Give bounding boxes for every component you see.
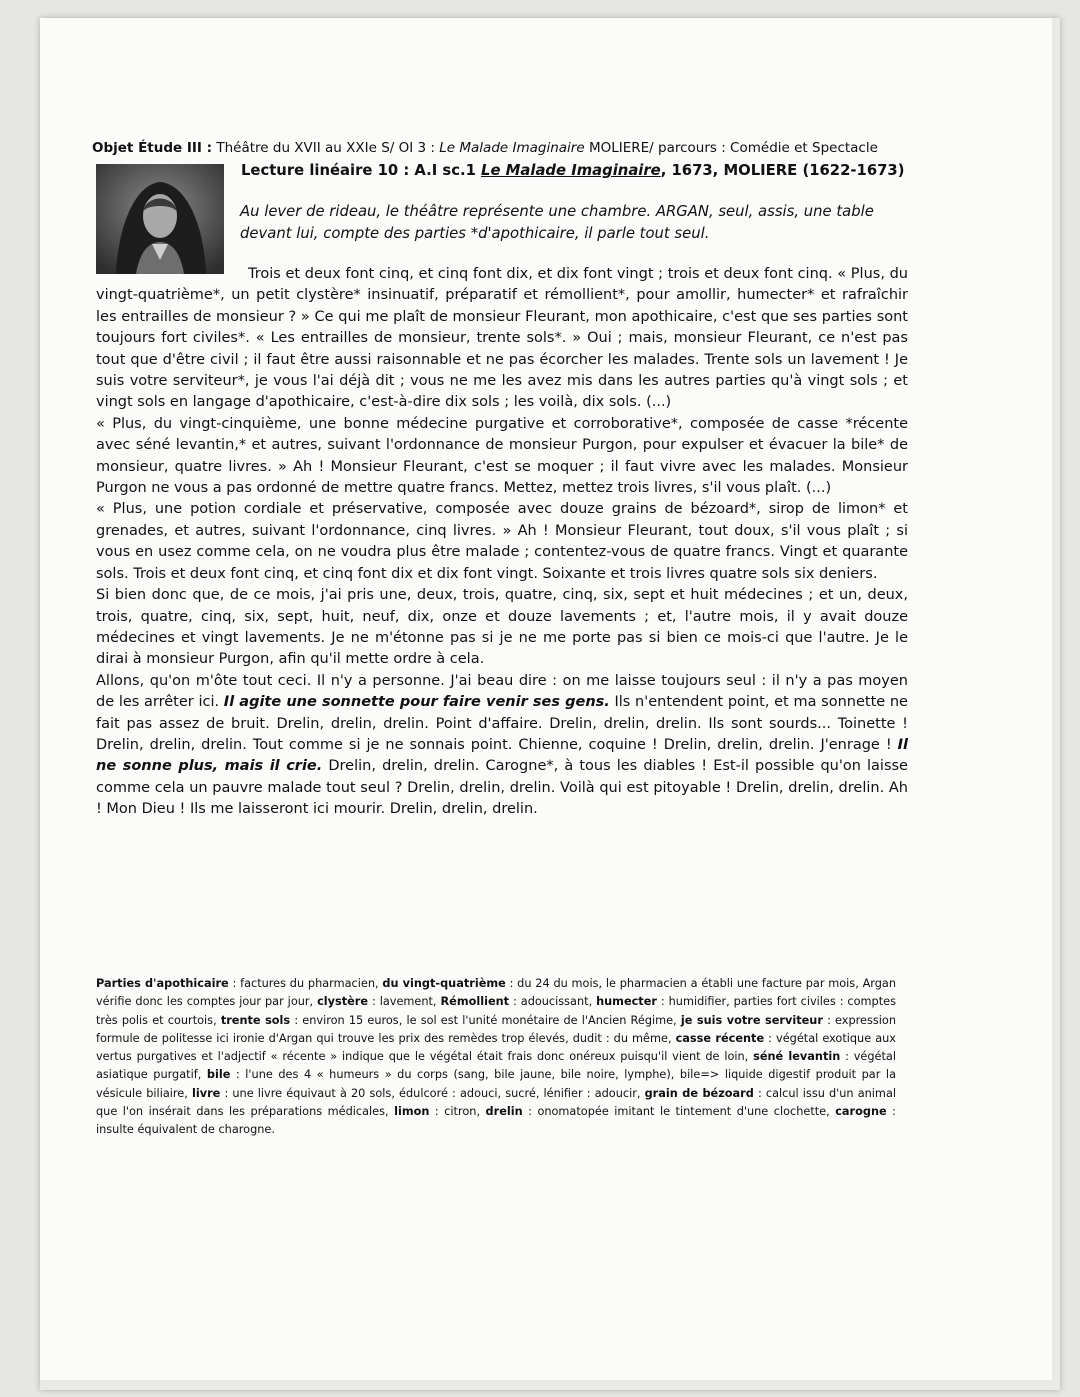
last-part-2: Ils n'entendent point, et ma sonnette ne fait pas assez de bruit. Drelin, drelin, drelin. Point d'affaire. Drelin, drelin, drelin. Ils sont sourds... Toinette ! Drelin, drelin, drelin. Tout comme si je ne sonnais point. Chienne, coquine ! Drelin, drelin, drelin. J'enrage !: [96, 694, 908, 753]
glossary-def: : factures du pharmacien,: [228, 977, 383, 990]
moliere-portrait-image: [96, 164, 224, 274]
glossary-def: : végétal asiatique purgatif,: [96, 1050, 896, 1082]
last-part-3: Drelin, drelin, drelin. Carogne*, à tous les diables ! Est-il possible qu'on laisse comme cela un pauvre malade tout seul ? Drelin, drelin, drelin. Voilà qui est pitoyable ! Drelin, drelin, drelin. Ah ! Mon Dieu ! Ils me laisseront ici mourir. Drelin, drelin, drelin.: [96, 758, 908, 818]
header-text: Théâtre du XVII au XXIe S/ OI 3 :: [212, 140, 440, 156]
header-title: Le Malade Imaginaire: [439, 140, 585, 156]
glossary-term: du vingt-quatrième: [382, 977, 506, 990]
paper-edge-bottom: [40, 1380, 1060, 1390]
glossary-def: : calcul issu d'un animal que l'on insérait dans les préparations médicales,: [96, 1086, 896, 1119]
document-header: [92, 140, 892, 156]
monologue-paragraph: Si bien donc que, de ce mois, j'ai pris une, deux, trois, quatre, cinq, six, sept et huit médecines ; et un, deux, trois, quatre, cinq, six, sept, huit, neuf, dix, onze et douze lavements ; et, l'autre mois, il y avait douze médecines et vingt lavements. Je ne m'étonne pas si je ne me porte pas si bien ce mois-ci que l'autre. Je le dirai à monsieur Purgon, afin qu'il mette ordre à cela.: [96, 587, 908, 668]
glossary-term: casse récente: [675, 1031, 765, 1045]
lecture-label: Lecture linéaire 10 : A.I sc.1: [241, 162, 482, 179]
last-part-1: Allons, qu'on m'ôte tout ceci. Il n'y a personne. J'ai beau dire : on me laisse toujours seul : il n'y a pas moyen de les arrêter ici.: [96, 672, 908, 711]
glossary-term: Rémollient: [440, 995, 510, 1009]
lecture-play-title: Le Malade Imaginaire: [481, 162, 661, 179]
stage-direction-intro: Au lever de rideau, le théâtre représente une chambre. ARGAN, seul, assis, une table devant lui, compte des parties *d'apothicaire, il parle tout seul.: [240, 203, 874, 242]
glossary-term: séné levantin: [753, 1050, 841, 1064]
glossary-term: clystère: [317, 995, 369, 1009]
paper-edge-right: [1052, 18, 1060, 1390]
stage-direction-bell: Il agite une sonnette pour faire venir ses gens.: [223, 694, 610, 711]
monologue-paragraph: « Plus, une potion cordiale et préservative, composée avec douze grains de bézoard*, sirop de limon* et grenades, et autres, suivant l'ordonnance, cinq livres. » Ah ! Monsieur Fleurant, tout doux, s'il vous plaît ; si vous en usez comme cela, on ne voudra plus être malade ; contentez-vous de quatre francs. Vingt et quarante sols. Trois et deux font cinq, et cinq font dix et dix font vingt. Soixante et trois livres quatre sols six deniers.: [96, 501, 908, 582]
glossary-term: limon: [394, 1105, 430, 1119]
glossary-def: : l'une des 4 « humeurs » du corps (sang, bile jaune, bile noire, lymphe), bile=> liquide digestif produit par la vésicule biliaire,: [96, 1068, 896, 1100]
glossary: [96, 975, 896, 1140]
glossary-def: : environ 15 euros, le sol est l'unité monétaire de l'Ancien Régime,: [290, 1013, 681, 1027]
glossary-def: : adoucissant,: [509, 995, 597, 1009]
glossary-def: : citron,: [429, 1105, 486, 1119]
glossary-term: je suis votre serviteur: [680, 1013, 823, 1027]
glossary-def: : humidifier, parties fort civiles : comptes très polis et courtois,: [96, 995, 896, 1027]
monologue-paragraph-last: [96, 671, 908, 821]
lecture-title: [241, 162, 941, 179]
glossary-def: : une livre équivaut à 20 sols, édulcoré : adouci, sucré, lénifier : adoucir,: [220, 1086, 645, 1100]
monologue-paragraph: « Plus, du vingt-cinquième, une bonne médecine purgative et corroborative*, composée de casse *récente avec séné levantin,* et autres, suivant l'ordonnance de monsieur Purgon, pour expulser et évacuer la bile* de monsieur, quatre livres. » Ah ! Monsieur Fleurant, c'est se moquer ; il faut vivre avec les malades. Monsieur Purgon ne vous a pas ordonné de mettre quatre francs. Mettez, mettez trois livres, s'il vous plaît. (...): [96, 415, 908, 497]
header-suffix: MOLIERE/ parcours : Comédie et Spectacle: [584, 140, 878, 156]
glossary-def: : du 24 du mois, le pharmacien a établi une facture par mois, Argan vérifie donc les comptes jour par jour,: [96, 977, 896, 1009]
glossary-term: Parties d'apothicaire: [96, 977, 229, 990]
glossary-def: : lavement,: [368, 995, 441, 1009]
glossary-term: drelin: [485, 1105, 523, 1119]
header-prefix: Objet Étude III :: [92, 140, 213, 156]
monologue-paragraph: Trois et deux font cinq, et cinq font dix, et dix font vingt ; trois et deux font cinq. « Plus, du vingt-quatrième*, un petit clystère* insinuatif, préparatif et rémollient*, pour amollir, humecter* et rafraîchir les entrailles de monsieur ? » Ce qui me plaît de monsieur Fleurant, mon apothicaire, c'est que ses parties sont toujours fort civiles*. « Les entrailles de monsieur, trente sols*. » Oui ; mais, monsieur Fleurant, ce n'est pas tout que d'être civil ; il faut être aussi raisonnable et ne pas écorcher les malades. Trente sols un lavement ! Je suis votre serviteur*, je vous l'ai déjà dit ; vous ne me les avez mis dans les autres parties qu'à vingt sols ; et vingt sols en langage d'apothicaire, c'est-à-dire dix sols ; les voilà, dix sols. (...): [96, 266, 908, 411]
glossary-term: bile: [206, 1068, 231, 1082]
glossary-term: grain de bézoard: [644, 1086, 754, 1100]
glossary-term: trente sols: [220, 1013, 291, 1027]
monologue-text: [96, 264, 908, 821]
glossary-def: : insulte équivalent de charogne.: [96, 1105, 896, 1137]
glossary-def: : onomatopée imitant le tintement d'une clochette,: [522, 1105, 836, 1119]
glossary-def: : végétal exotique aux vertus purgatives et l'adjectif « récente » indique que le végétal était frais donc onéreux puisqu'il vient de loin,: [96, 1031, 896, 1064]
glossary-term: carogne: [835, 1105, 887, 1119]
glossary-term: livre: [191, 1086, 221, 1100]
lecture-details: , 1673, MOLIERE (1622-1673): [660, 162, 905, 179]
glossary-def: : expression formule de politesse ici ironie d'Argan qui trouve les prix des remèdes trop élevés, dudit : du même,: [96, 1013, 896, 1045]
glossary-term: humecter: [596, 995, 657, 1009]
stage-direction-cry: Il ne sonne plus, mais il crie.: [96, 736, 908, 775]
